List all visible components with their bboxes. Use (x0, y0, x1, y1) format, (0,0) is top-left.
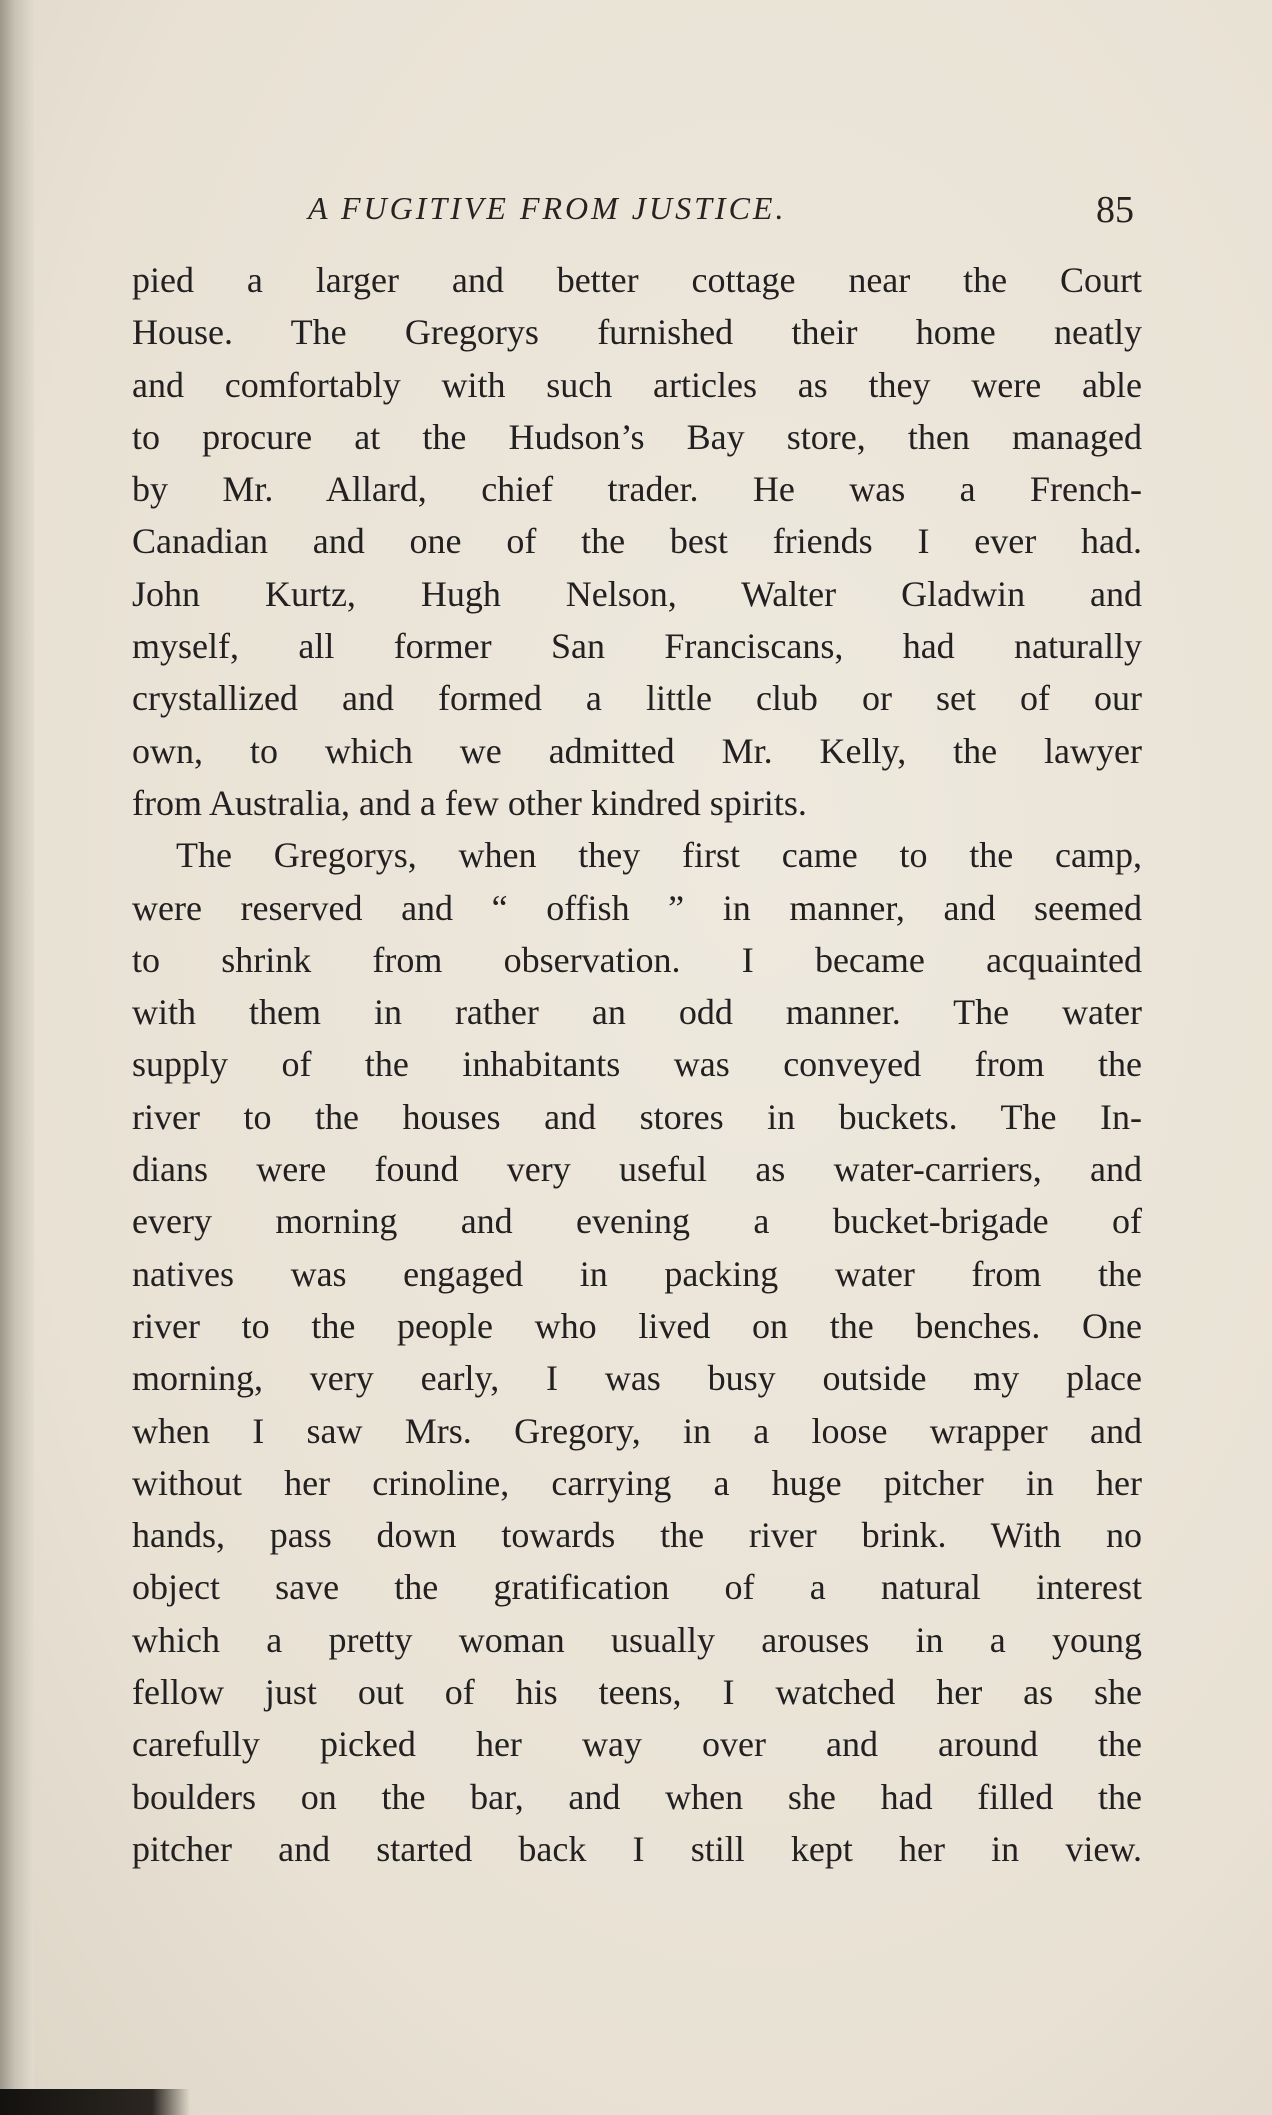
text-line: morning, very early, I was busy outside my place (132, 1358, 1142, 1399)
text-line: John Kurtz, Hugh Nelson, Walter Gladwin and (132, 573, 1142, 614)
text-line: own, to which we admitted Mr. Kelly, the lawyer (132, 730, 1142, 771)
text-line: boulders on the bar, and when she had filled the (132, 1776, 1142, 1817)
text-line: supply of the inhabitants was conveyed from the (132, 1044, 1142, 1085)
text-line: natives was engaged in packing water from the (132, 1253, 1142, 1294)
text-line: without her crinoline, carrying a huge pitcher in her (132, 1462, 1142, 1503)
page-number: 85 (1096, 189, 1134, 231)
text-line: crystallized and formed a little club or set of our (132, 678, 1142, 719)
text-line: pitcher and started back I still kept her in view. (132, 1828, 1142, 1869)
body-text (132, 254, 1142, 1875)
text-line: pied a larger and better cottage near the Court (132, 260, 1142, 300)
page-edge-shadow (0, 2089, 190, 2115)
text-line: hands, pass down towards the river brink. With no (132, 1515, 1142, 1556)
text-line: object save the gratification of a natural interest (132, 1567, 1142, 1608)
text-line: to procure at the Hudson’s Bay store, then managed (132, 416, 1142, 457)
text-line: from Australia, and a few other kindred spirits. (132, 782, 807, 823)
text-line: dians were found very useful as water-carriers, and (132, 1149, 1142, 1190)
running-head: A FUGITIVE FROM JUSTICE. (308, 190, 787, 226)
text-line: river to the people who lived on the benches. One (132, 1305, 1142, 1346)
text-line: fellow just out of his teens, I watched her as she (132, 1672, 1142, 1713)
text-line: every morning and evening a bucket-brigade of (132, 1201, 1142, 1242)
text-line: were reserved and “ offish ” in manner, and seemed (132, 887, 1142, 928)
text-line: The Gregorys, when they first came to the camp, (176, 835, 1142, 876)
text-line: when I saw Mrs. Gregory, in a loose wrapper and (132, 1410, 1142, 1451)
text-line: with them in rather an odd manner. The water (132, 992, 1142, 1033)
text-line: House. The Gregorys furnished their home neatly (132, 312, 1142, 353)
text-line: carefully picked her way over and around the (132, 1724, 1142, 1765)
page-header (0, 190, 1272, 250)
text-line: to shrink from observation. I became acquainted (132, 939, 1142, 980)
text-line: Canadian and one of the best friends I ever had. (132, 521, 1142, 562)
text-line: by Mr. Allard, chief trader. He was a French- (132, 469, 1142, 510)
spine-shadow (0, 0, 34, 2115)
text-line: which a pretty woman usually arouses in a young (132, 1619, 1142, 1660)
text-line: and comfortably with such articles as they were able (132, 364, 1142, 405)
text-line: river to the houses and stores in buckets. The In- (132, 1096, 1142, 1137)
text-line: myself, all former San Franciscans, had naturally (132, 626, 1142, 667)
